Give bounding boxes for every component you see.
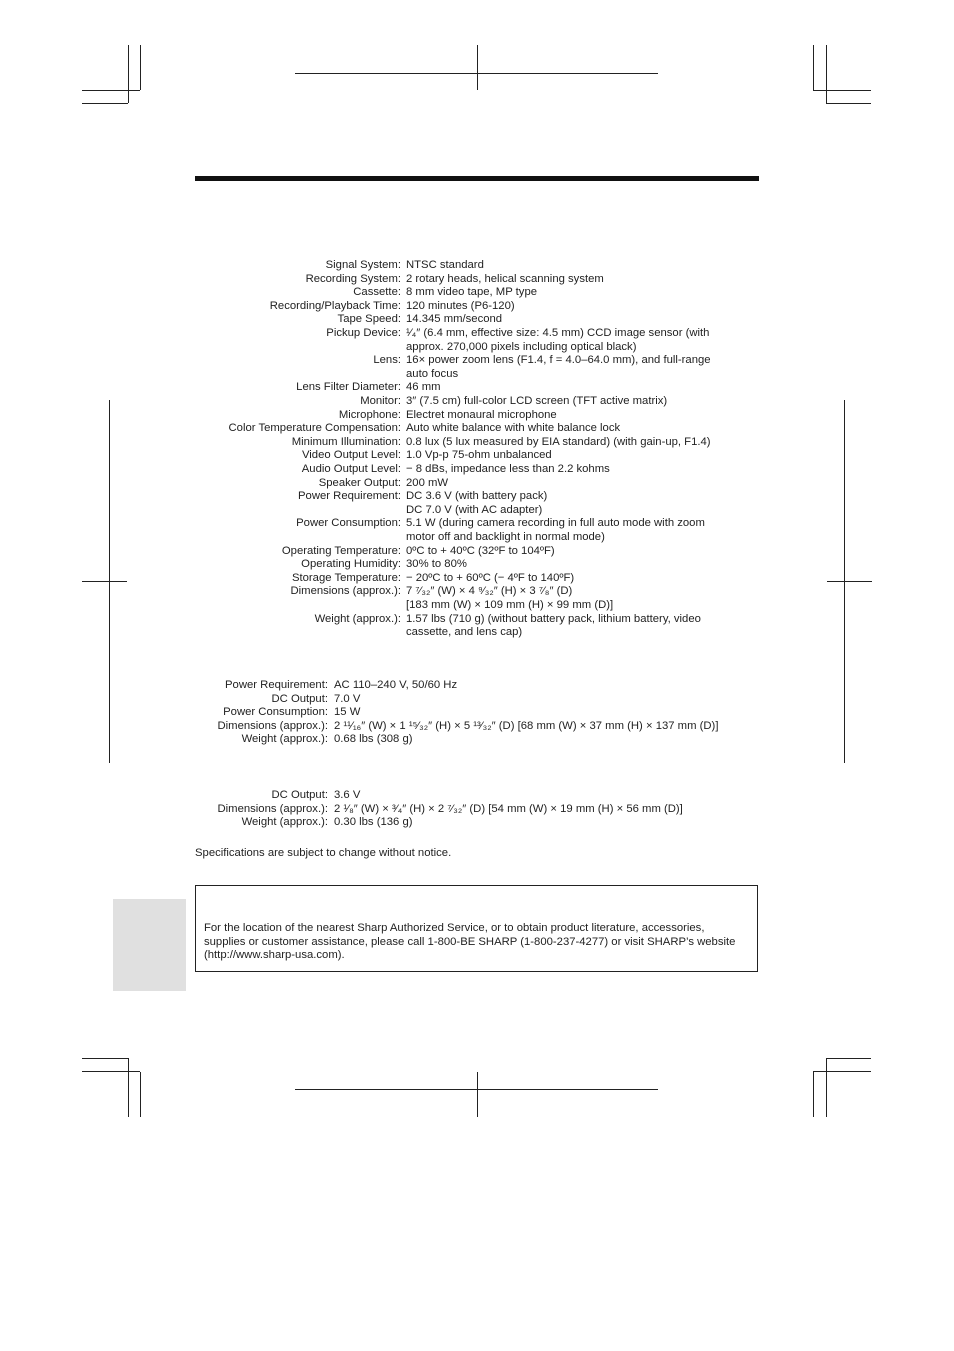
- spec-label: Minimum Illumination:: [291, 435, 401, 448]
- crop-mark: [813, 45, 814, 90]
- crop-mark: [82, 1058, 128, 1059]
- spec-value: auto focus: [406, 367, 459, 380]
- registration-mark: [477, 45, 478, 90]
- crop-mark: [140, 45, 141, 90]
- section-tab: [113, 899, 186, 991]
- spec-value: 3.6 V: [334, 789, 361, 801]
- spec-value: 3″ (7.5 cm) full-color LCD screen (TFT active matrix): [406, 395, 668, 407]
- spec-value: 120 minutes (P6-120): [406, 299, 515, 312]
- spec-value: 30% to 80%: [406, 558, 467, 571]
- crop-mark: [826, 1058, 871, 1059]
- spec-value: NTSC standard: [406, 259, 484, 271]
- spec-value: [183 mm (W) × 109 mm (H) × 99 mm (D)]: [406, 599, 614, 611]
- spec-value: 7.0 V: [334, 692, 361, 705]
- spec-label: DC Output:: [271, 692, 328, 705]
- spec-value: 2 ¹¹⁄₁₆″ (W) × 1 ¹⁵⁄₃₂″ (H) × 5 ¹³⁄₃₂″ (D) [68 mm (W) × 37 mm (H) × 137 mm (D)]: [334, 719, 719, 732]
- crop-mark: [826, 103, 871, 104]
- spec-label: Operating Humidity:: [301, 558, 401, 571]
- specification-notice: Specifications are subject to change without notice.: [195, 847, 452, 859]
- spec-label: Power Requirement:: [298, 490, 401, 503]
- registration-mark: [82, 581, 127, 582]
- spec-value: 14.345 mm/second: [406, 313, 503, 326]
- spec-value: 2 ¹⁄₈″ (W) × ³⁄₄″ (H) × 2 ⁷⁄₃₂″ (D) [54 mm (W) × 19 mm (H) × 56 mm (D)]: [334, 802, 683, 815]
- spec-value: approx. 270,000 pixels including optical black): [406, 340, 637, 353]
- spec-label: Microphone:: [338, 408, 401, 421]
- crop-mark: [826, 45, 827, 103]
- spec-label: Audio Output Level:: [301, 463, 401, 475]
- spec-value: DC 7.0 V (with AC adapter): [406, 503, 543, 516]
- spec-value: 0.68 lbs (308 g): [334, 733, 413, 746]
- spec-value: 2 rotary heads, helical scanning system: [406, 272, 604, 285]
- crop-mark: [82, 1071, 140, 1072]
- crop-mark: [82, 103, 128, 104]
- spec-value: 7 ⁷⁄₃₂″ (W) × 4 ⁹⁄₃₂″ (H) × 3 ⁷⁄₈″ (D): [406, 585, 573, 598]
- spec-label: Storage Temperature:: [291, 571, 401, 584]
- spec-label: Recording/Playback Time:: [269, 299, 401, 312]
- spec-label: Signal System:: [325, 259, 401, 271]
- registration-mark: [477, 1072, 478, 1117]
- registration-mark: [827, 581, 872, 582]
- spec-label: Dimensions (approx.):: [290, 585, 401, 598]
- section-heading-rule: [195, 176, 759, 181]
- spec-label: Weight (approx.):: [241, 733, 328, 746]
- spec-label: Color Temperature Compensation:: [228, 422, 401, 435]
- spec-value: Electret monaural microphone: [406, 408, 557, 421]
- spec-value: 16× power zoom lens (F1.4, f = 4.0–64.0 mm), and full-range: [406, 354, 711, 367]
- crop-mark: [813, 1072, 814, 1117]
- spec-label: Dimensions (approx.):: [217, 802, 328, 815]
- spec-label: DC Output:: [271, 789, 328, 801]
- spec-label: Monitor:: [360, 395, 401, 407]
- spec-value: AC 110–240 V, 50/60 Hz: [334, 679, 458, 691]
- spec-value: 1.57 lbs (710 g) (without battery pack, lithium battery, video: [406, 612, 701, 625]
- crop-mark: [128, 45, 129, 103]
- spec-label: Dimensions (approx.):: [217, 719, 328, 732]
- spec-label: Power Consumption:: [223, 706, 328, 719]
- spec-value: − 8 dBs, impedance less than 2.2 kohms: [406, 463, 610, 475]
- spec-label: Recording System:: [305, 272, 401, 285]
- spec-value: 15 W: [334, 706, 361, 719]
- crop-mark: [82, 90, 140, 91]
- crop-mark: [140, 1072, 141, 1117]
- spec-value: 0.30 lbs (136 g): [334, 816, 413, 829]
- spec-value: 200 mW: [406, 476, 449, 489]
- spec-label: Weight (approx.):: [314, 612, 401, 625]
- crop-mark: [813, 90, 871, 91]
- spec-label: Cassette:: [353, 286, 401, 299]
- spec-value: 5.1 W (during camera recording in full auto mode with zoom: [406, 517, 705, 530]
- spec-label: Lens Filter Diameter:: [296, 381, 401, 394]
- spec-value: − 20ºC to + 60ºC (− 4ºF to 140ºF): [406, 571, 575, 584]
- crop-mark: [826, 1058, 827, 1117]
- crop-mark: [813, 1071, 871, 1072]
- spec-value: 0.8 lux (5 lux measured by EIA standard) (with gain-up, F1.4): [406, 435, 711, 448]
- spec-value: cassette, and lens cap): [406, 626, 523, 639]
- spec-label: Power Requirement:: [225, 679, 328, 691]
- spec-value: DC 3.6 V (with battery pack): [406, 490, 548, 503]
- spec-label: Lens:: [373, 354, 401, 367]
- crop-mark: [128, 1058, 129, 1117]
- spec-value: 1.0 Vp-p 75-ohm unbalanced: [406, 449, 552, 462]
- service-info-text: For the location of the nearest Sharp Authorized Service, or to obtain product literature, accessories, supplies or customer assistance, please call 1-800-BE SHARP (1-800-237-4277) or visit SHARP’s website (http://www.sharp-usa.com).: [204, 922, 736, 962]
- spec-label: Tape Speed:: [337, 313, 401, 326]
- spec-value: 0ºC to + 40ºC (32ºF to 104ºF): [406, 544, 555, 557]
- spec-value: 46 mm: [406, 381, 441, 394]
- spec-label: Operating Temperature:: [281, 544, 401, 557]
- spec-label: Pickup Device:: [326, 327, 401, 339]
- spec-value: ¹⁄₄″ (6.4 mm, effective size: 4.5 mm) CCD image sensor (with: [406, 327, 710, 339]
- spec-label: Power Consumption:: [296, 517, 401, 530]
- spec-value: 8 mm video tape, MP type: [406, 286, 538, 299]
- spec-label: Video Output Level:: [301, 449, 401, 462]
- spec-label: Weight (approx.):: [241, 816, 328, 829]
- spec-value: motor off and backlight in normal mode): [406, 531, 605, 543]
- spec-label: Speaker Output:: [318, 476, 401, 489]
- spec-value: Auto white balance with white balance lock: [406, 422, 621, 435]
